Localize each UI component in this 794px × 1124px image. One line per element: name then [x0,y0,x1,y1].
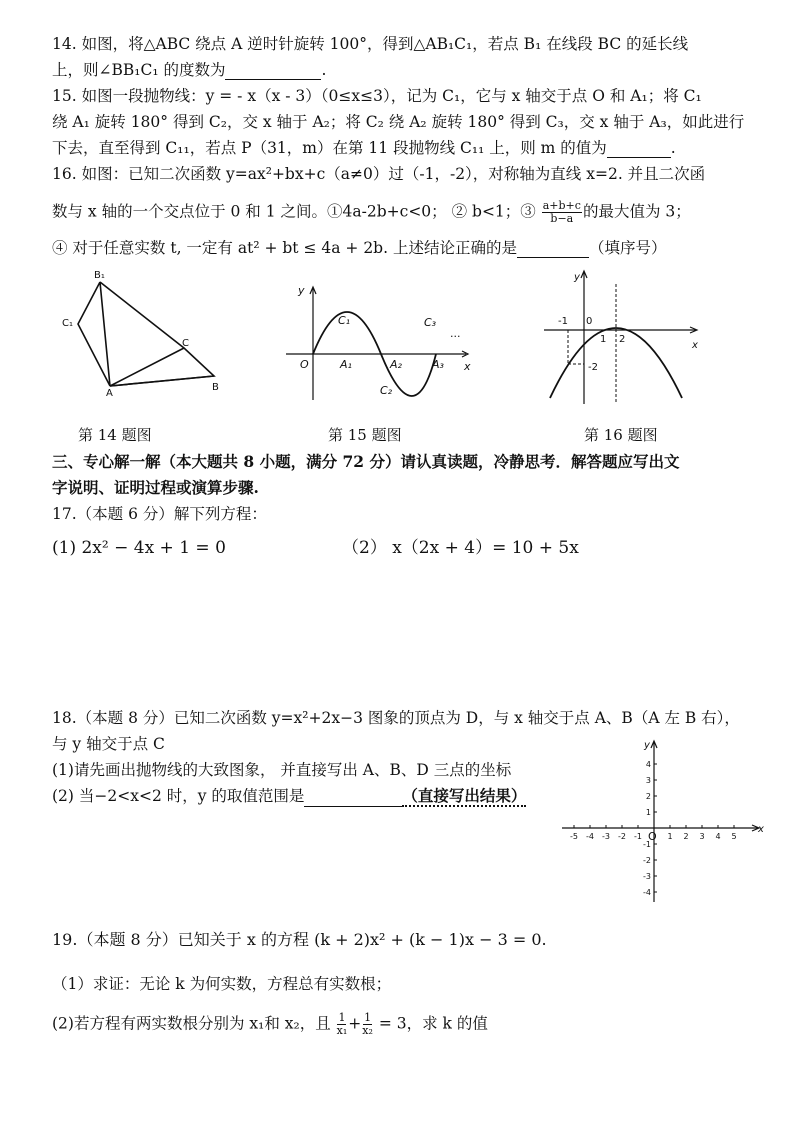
q14-answer-blank[interactable] [225,63,321,80]
q17-eq1: (1) 2x² − 4x + 1 = 0 [52,538,226,558]
fig14-caption: 第 14 题图 [78,426,152,444]
q18-y-tick-label: -4 [643,888,651,897]
q14-line2 [52,60,326,80]
q18-answer-blank[interactable] [304,790,402,807]
q19-line3 [52,1012,488,1037]
q15-line1: 15. 如图一段抛物线：y = - x（x - 3）（0≤x≤3），记为 C₁，它与 x 轴交于点 O 和 A₁；将 C₁ [52,87,702,105]
section3-line1: 三、专心解一解（本大题共 8 小题，满分 72 分）请认真读题，冷静思考．解答题应写出文 [52,452,680,471]
q15-line3 [52,138,676,158]
q18-y-tick-label: -2 [643,856,651,865]
q18-line3: (1)请先画出抛物线的大致图象， 并直接写出 A、B、D 三点的坐标 [52,761,512,779]
q18-line4 [52,786,526,807]
fig15-label-c2: C₂ [380,384,393,397]
q16-answer-blank[interactable] [517,241,589,258]
fig16-label-two: 2 [619,334,626,345]
q15-answer-blank[interactable] [607,141,671,158]
q14-line2-text: 上，则∠BB₁C₁ 的度数为 [52,61,226,79]
q18-line2: 与 y 轴交于点 C [52,735,165,753]
fig14-triangle-ab1c1 [78,282,110,386]
fig15-label-x: x [464,360,471,373]
q18-y-tick-label: 4 [645,760,651,769]
q19-plus: + [348,1014,362,1033]
q18-y-tick-label: 2 [645,792,651,801]
fig16-label-y: y [574,272,580,283]
q18-x-tick-label: -1 [634,832,642,841]
q15-line2: 绕 A₁ 旋转 180° 得到 C₂，交 x 轴于 A₂；将 C₂ 绕 A₂ 旋转 180° 得到 C₃，交 x 轴于 A₃，如此进行 [52,113,745,131]
figure-15 [286,282,476,412]
fig15-label-c3: C₃ [424,316,437,329]
q18-y-tick-label: 3 [645,776,651,785]
fig15-label-a2: A₂ [390,358,402,371]
q18-y-tick-label: -3 [643,872,651,881]
fig14-label-a: A [106,388,113,398]
q16-fraction [542,200,582,225]
q18-label-x: x [758,824,764,835]
fig14-label-b: B [212,382,219,393]
q18-x-tick-label: 5 [731,832,737,841]
q16-line3-text: ④ 对于任意实数 t, 一定有 at² + bt ≤ 4a + 2b. 上述结论正确的是 [52,239,517,257]
q18-y-tick-label: -1 [643,840,651,849]
q14-line1: 14. 如图，将△ABC 绕点 A 逆时针旋转 100°，得到△AB₁C₁，若点 B₁ 在线段 BC 的延长线 [52,35,689,53]
fig16-label-one: 1 [600,334,607,345]
fig15-label-a3: A₃ [432,358,444,371]
fig14-label-b1: B₁ [94,270,105,281]
q18-x-tick-label: -2 [618,832,626,841]
q19-line3-end: = 3，求 k 的值 [378,1014,488,1033]
q19-frac2-den: x₂ [362,1024,373,1037]
q19-line3-text: (2)若方程有两实数根分别为 x₁和 x₂，且 [52,1014,331,1033]
q18-x-tick-label: -5 [570,832,578,841]
fig15-label-y: y [298,284,305,297]
fig15-label-c1: C₁ [338,314,351,327]
fig14-label-c1: C₁ [62,318,73,329]
fig16-parabola [550,328,682,398]
q18-x-tick-label: 2 [683,832,689,841]
section3-line2: 字说明、证明过程或演算步骤. [52,478,259,497]
q15-period: . [670,139,676,157]
q16-line2-end: 的最大值为 3； [582,202,691,221]
fig16-label-m1: -1 [558,316,568,327]
figure-14 [58,268,228,398]
fig16-label-zero: 0 [586,316,593,327]
fig14-label-c: C [182,338,189,349]
q18-x-tick-label: -4 [586,832,594,841]
q19-frac2-num: 1 [364,1011,372,1024]
fig15-caption: 第 15 题图 [328,426,402,444]
q19-fraction-1 [337,1012,348,1037]
q19-line2: （1）求证：无论 k 为何实数，方程总有实数根； [52,975,392,993]
q18-x-tick-label: 3 [699,832,705,841]
fig14-triangle-abc [100,282,214,386]
fig15-label-a1: A₁ [340,358,352,371]
q19-fraction-2 [362,1012,373,1037]
q18-x-tick-label: 4 [715,832,721,841]
fig16-caption: 第 16 题图 [584,426,658,444]
q16-frac-num: a+b+c [542,199,581,212]
q19-frac1-num: 1 [338,1011,346,1024]
q16-line2 [52,200,691,225]
fig15-label-o: O [300,358,309,371]
q17-eq2: （2） x（2x + 4）= 10 + 5x [342,538,579,558]
q18-line1: 18.（本题 8 分）已知二次函数 y=x²+2x−3 图象的顶点为 D，与 x 轴交于点 A、B（A 左 B 右）， [52,709,740,727]
q17-title: 17.（本题 6 分）解下列方程： [52,505,267,523]
q16-line3 [52,238,666,258]
q14-period: . [321,61,327,79]
q16-frac-den: b−a [550,212,574,225]
fig16-label-m2: -2 [588,362,598,373]
q16-line1: 16. 如图：已知二次函数 y=ax²+bx+c（a≠0）过（-1，-2），对称轴为直线 x=2. 并且二次函 [52,165,706,183]
fig15-label-dots: ··· [450,330,461,343]
q16-line2-text: 数与 x 轴的一个交点位于 0 和 1 之间。①4a-2b+c<0； ② b<1；③ [52,202,536,221]
q18-line4-end: （直接写出结果） [402,786,527,805]
figure-16 [540,268,710,408]
q19-frac1-den: x₁ [336,1024,348,1037]
q18-x-tick-label: -3 [602,832,610,841]
q18-coordinate-grid[interactable] [558,736,768,908]
q18-line4-text: (2) 当−2<x<2 时，y 的取值范围是 [52,787,305,805]
q18-label-origin: O [648,830,657,843]
fig16-label-x: x [692,340,698,351]
q16-line3-end: （填序号） [588,239,667,257]
q15-line3-text: 下去，直至得到 C₁₁，若点 P（31，m）在第 11 段抛物线 C₁₁ 上，则 m 的值为 [52,139,607,157]
q18-label-y: y [644,740,650,751]
q19-line1: 19.（本题 8 分）已知关于 x 的方程 (k + 2)x² + (k − 1)x − 3 = 0. [52,930,547,949]
q18-x-tick-label: 1 [667,832,673,841]
q18-y-tick-label: 1 [645,808,651,817]
